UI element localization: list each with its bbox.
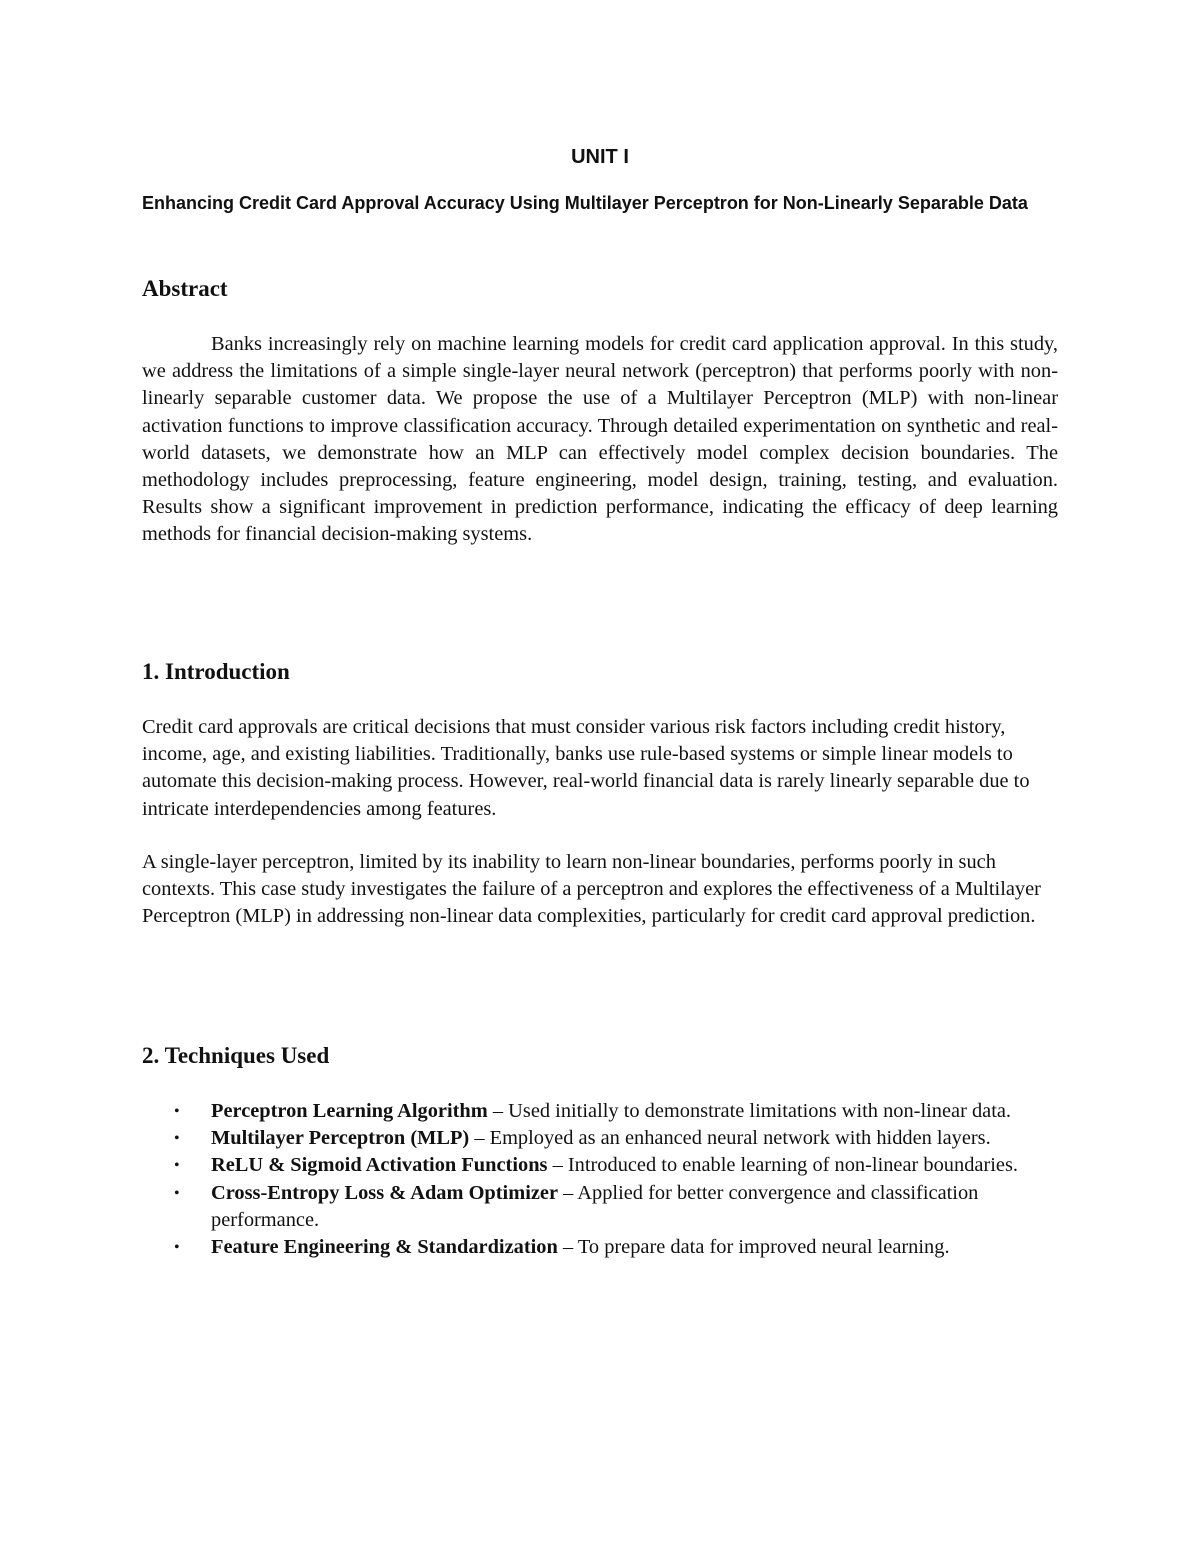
bullet-icon: •	[174, 1239, 180, 1257]
list-item	[142, 1098, 1058, 1125]
introduction-heading: 1. Introduction	[142, 659, 290, 684]
list-item	[142, 1234, 1058, 1261]
technique-term: Perceptron Learning Algorithm	[211, 1100, 488, 1122]
bullet-icon: •	[174, 1130, 180, 1148]
technique-term: Feature Engineering & Standardization	[211, 1236, 558, 1259]
technique-description: – Employed as an enhanced neural network with hidden layers.	[469, 1127, 991, 1150]
bullet-icon: •	[174, 1103, 180, 1120]
unit-label: UNIT I	[571, 146, 629, 168]
technique-description: – To prepare data for improved neural learning.	[557, 1236, 950, 1259]
document-title: Enhancing Credit Card Approval Accuracy Using Multilayer Perceptron for Non-Linearly Separable Data	[142, 193, 1028, 213]
list-item	[142, 1152, 1058, 1179]
abstract-paragraph: Banks increasingly rely on machine learning models for credit card application approval. In this study, we address the limitations of a simple single-layer neural network (perceptron) that performs poorly with non-linearly separable customer data. We propose the use of a Multilayer Perceptron (MLP) with non-linear activation functions to improve classification accuracy. Through detailed experimentation on synthetic and real-world datasets, we demonstrate how an MLP can effectively model complex decision boundaries. The methodology includes preprocessing, feature engineering, model design, training, testing, and evaluation. Results show a significant improvement in prediction performance, indicating the efficacy of deep learning methods for financial decision-making systems.	[142, 333, 1058, 546]
technique-term: Multilayer Perceptron (MLP)	[211, 1127, 470, 1150]
bullet-icon: •	[174, 1184, 180, 1202]
introduction-paragraph-2: A single-layer perceptron, limited by its inability to learn non-linear boundaries, performs poorly in such contexts. This case study investigates the failure of a perceptron and explores the effectiveness of a Multilayer Perceptron (MLP) in addressing non-linear data complexities, particularly for credit card approval prediction.	[142, 851, 1041, 928]
technique-term: ReLU & Sigmoid Activation Functions	[211, 1154, 548, 1177]
abstract-heading: Abstract	[142, 276, 228, 301]
introduction-paragraph-1: Credit card approvals are critical decisions that must consider various risk factors including credit history, income, age, and existing liabilities. Traditionally, banks use rule-based systems or simple linear models to automate this decision-making process. However, real-world financial data is rarely linearly separable due to intricate interdependencies among features.	[142, 716, 1030, 820]
technique-description: – Applied for better convergence and classification performance.	[211, 1181, 979, 1231]
technique-description: – Introduced to enable learning of non-linear boundaries.	[547, 1154, 1018, 1177]
technique-term: Cross-Entropy Loss & Adam Optimizer	[211, 1181, 559, 1204]
bullet-icon: •	[174, 1157, 180, 1175]
techniques-list	[142, 1098, 1058, 1261]
list-item	[142, 1125, 1058, 1152]
list-item	[142, 1180, 1058, 1234]
techniques-heading: 2. Techniques Used	[142, 1043, 330, 1068]
technique-description: – Used initially to demonstrate limitations with non-linear data.	[487, 1100, 1012, 1122]
